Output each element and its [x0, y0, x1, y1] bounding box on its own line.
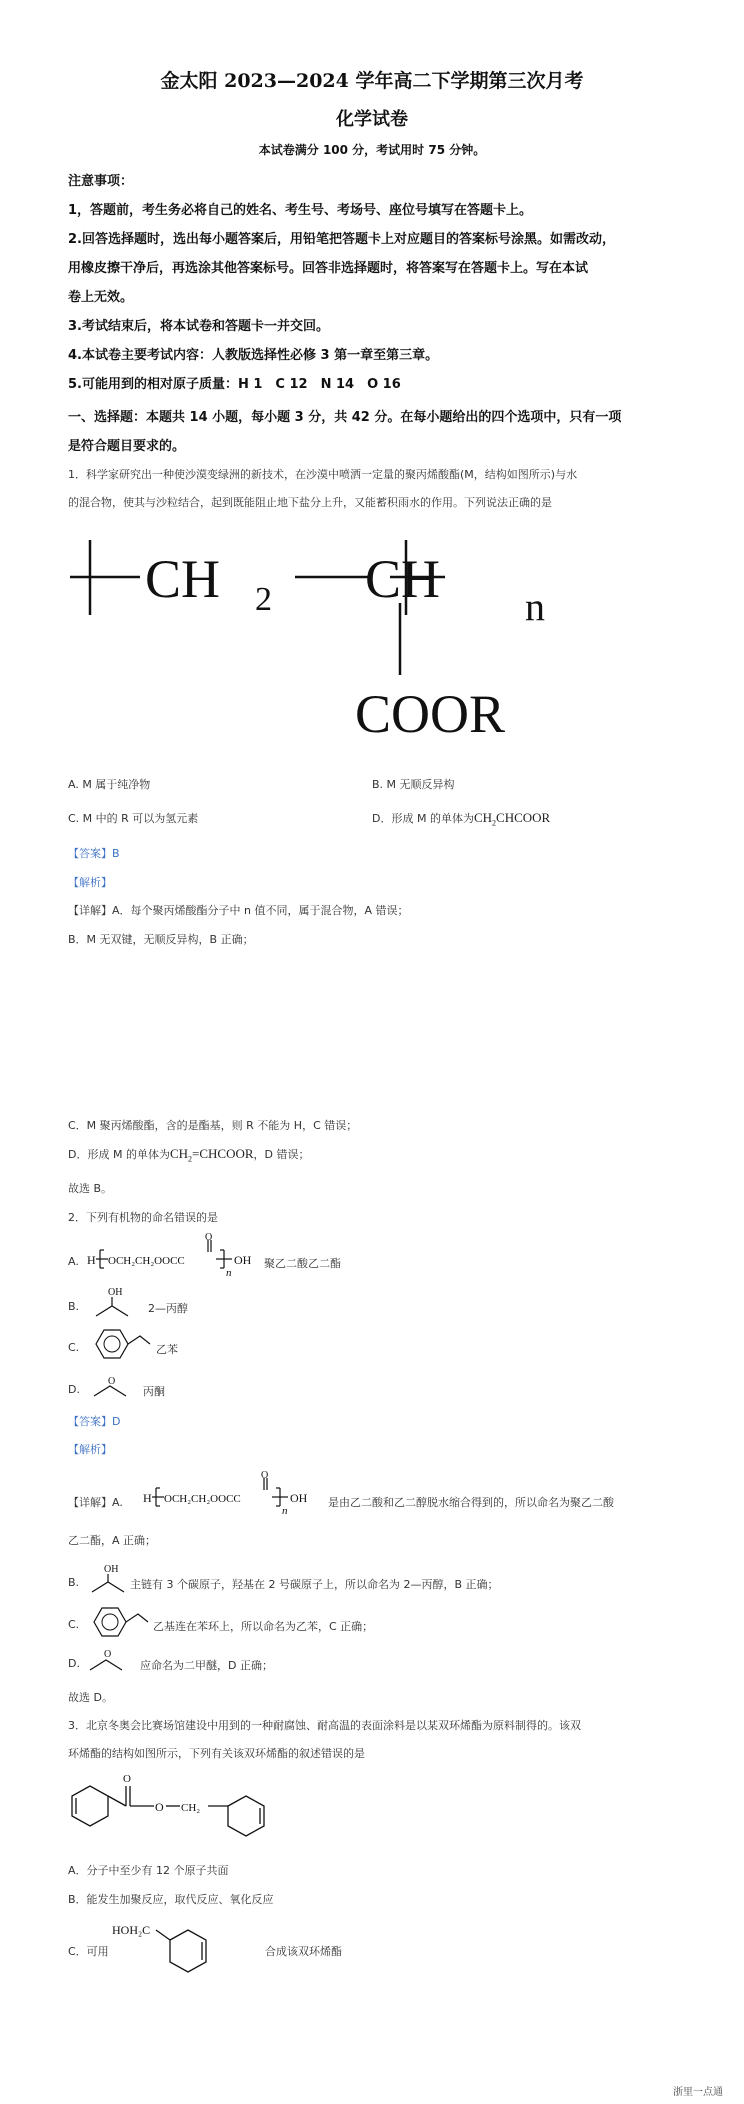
polyester-structure-detail — [140, 1470, 330, 1516]
q2-detail-d: 应命名为二甲醚，D 正确； — [140, 1659, 273, 1672]
o-label: O — [205, 1232, 213, 1243]
n-label: n — [226, 1267, 232, 1278]
o-label: O — [108, 1376, 116, 1387]
q2-option-c-name: 乙苯 — [156, 1343, 178, 1356]
q2-option-b-name: 2—丙醇 — [148, 1302, 188, 1315]
q3-stem: 3．北京冬奥会比赛场馆建设中用到的一种耐腐蚀、耐高温的表面涂料是以某双环烯酯为原料制得的。该双 — [68, 1719, 581, 1732]
coor-group: COOR — [355, 684, 506, 744]
isopropanol-structure-detail — [86, 1562, 136, 1598]
hoh2c-label: HOH₂C — [112, 1923, 151, 1937]
q2-conclusion: 故选 D。 — [68, 1691, 113, 1704]
q2-detail-c-label: C. — [68, 1618, 80, 1631]
note-line: 2.回答选择题时，选出每小题答案后，用铅笔把答题卡上对应题目的答案标号涂黑。如需改动， — [68, 232, 615, 247]
oh-label: OH — [234, 1253, 252, 1267]
dimethyl-ether-structure — [86, 1370, 146, 1402]
q1-option-a: A. M 属于纯净物 — [68, 778, 151, 791]
q1-answer: 【答案】B — [68, 847, 120, 860]
q1-stem-cont: 的混合物，使其与沙粒结合，起到既能阻止地下盐分上升，又能蓄积雨水的作用。下列说法正确的是 — [68, 496, 552, 509]
svg-text:H: H — [143, 1491, 152, 1505]
repeat-n: n — [525, 584, 545, 629]
section-heading: 一、选择题：本题共 14 小题，每小题 3 分，共 42 分。在每小题给出的四个选项中，只有一项 — [68, 410, 622, 425]
svg-text:OH: OH — [290, 1491, 308, 1505]
q1-option-d — [372, 810, 550, 828]
q1-conclusion: 故选 B。 — [68, 1182, 113, 1195]
q3-stem-cont: 环烯酯的结构如图所示，下列有关该双环烯酯的叙述错误的是 — [68, 1747, 365, 1760]
subject-title: 化学试卷 — [336, 109, 408, 130]
oh-label: OH — [108, 1287, 123, 1298]
svg-text:OCH₂CH₂OOCC: OCH₂CH₂OOCC — [164, 1493, 241, 1505]
isopropanol-structure — [88, 1284, 148, 1324]
exam-title: 金太阳 2023—2024 学年高二下学期第三次月考 — [160, 70, 584, 92]
footer-watermark: 浙里一点通 — [673, 2087, 723, 2098]
ch2-subscript: 2 — [255, 581, 272, 618]
dimethyl-ether-structure-detail — [84, 1644, 140, 1676]
q1-option-c: C. M 中的 R 可以为氢元素 — [68, 812, 199, 825]
q2-detail-a-post: 是由乙二酸和乙二醇脱水缩合得到的，所以命名为聚乙二酸 — [328, 1496, 614, 1509]
q2-detail-b-label: B. — [68, 1576, 80, 1589]
q1-detail-d: D．形成 M 的单体为$CH_2=CHCOOR$，D 错误； — [68, 1146, 310, 1164]
q3-option-b: B．能发生加聚反应，取代反应、氧化反应 — [68, 1893, 274, 1906]
note-line: 卷上无效。 — [68, 290, 134, 305]
o-mid-label: O — [155, 1800, 164, 1814]
ethylbenzene-structure-detail — [82, 1602, 162, 1642]
q1-detail-c: C．M 聚丙烯酸酯，含的是酯基，则 R 不能为 H，C 错误； — [68, 1119, 358, 1132]
ethylbenzene-structure — [84, 1324, 164, 1364]
q1-option-d-formula: $CH_2CHCOOR$ — [473, 810, 551, 828]
q1-option-d-text: D．形成 M 的单体为 — [372, 812, 474, 825]
o-top-label: O — [123, 1773, 131, 1785]
q2-option-d-name: 丙酮 — [143, 1385, 165, 1398]
note-line: 5.可能用到的相对原子质量：H 1 C 12 N 14 O 16 — [68, 377, 401, 392]
q1-detail-a: 【详解】A．每个聚丙烯酸酯分子中 n 值不同，属于混合物，A 错误； — [68, 904, 409, 917]
q2-detail-d-label: D. — [68, 1657, 80, 1670]
q2-detail-a-pre: 【详解】A. — [68, 1496, 123, 1509]
q3-option-a: A．分子中至少有 12 个原子共面 — [68, 1864, 229, 1877]
q2-option-a-label: A. — [68, 1255, 79, 1268]
q1-analysis-label: 【解析】 — [68, 876, 112, 889]
q1-detail-b: B．M 无双键，无顺反异构，B 正确； — [68, 933, 254, 946]
ch-group: CH — [365, 549, 441, 609]
note-line: 3.考试结束后，将本试卷和答题卡一并交回。 — [68, 319, 329, 334]
q2-option-a-name: 聚乙二酸乙二酯 — [264, 1257, 341, 1270]
q2-option-b-label: B. — [68, 1300, 80, 1313]
cyclohexenylmethanol-structure — [108, 1918, 258, 1978]
notes-heading: 注意事项： — [68, 174, 134, 189]
q2-option-d-label: D. — [68, 1383, 80, 1396]
q3-option-c-post: 合成该双环烯酯 — [265, 1945, 342, 1958]
note-line: 1，答题前，考生务必将自己的姓名、考生号、考场号、座位号填写在答题卡上。 — [68, 203, 533, 218]
svg-text:OH: OH — [104, 1564, 119, 1575]
bicyclic-ester-structure — [68, 1768, 308, 1848]
svg-text:O: O — [104, 1649, 112, 1660]
q2-stem: 2．下列有机物的命名错误的是 — [68, 1211, 218, 1224]
q2-answer: 【答案】D — [68, 1415, 121, 1428]
q2-detail-b: 主链有 3 个碳原子，羟基在 2 号碳原子上，所以命名为 2—丙醇，B 正确； — [130, 1578, 499, 1591]
note-line: 用橡皮擦干净后，再选涂其他答案标号。回答非选择题时，将答案写在答题卡上。写在本试 — [68, 261, 589, 276]
q3-option-c: C．可用 — [68, 1945, 109, 1958]
polyester-structure — [84, 1232, 274, 1278]
section-heading-cont: 是符合题目要求的。 — [68, 439, 186, 454]
q2-option-c-label: C. — [68, 1341, 80, 1354]
svg-text:O: O — [261, 1470, 269, 1481]
ch2-label: CH₂ — [181, 1802, 201, 1814]
svg-text:n: n — [282, 1505, 288, 1516]
polyacrylate-structure — [70, 525, 590, 745]
h-label: H — [87, 1253, 96, 1267]
subtitle: 本试卷满分 100 分，考试用时 75 分钟。 — [258, 143, 486, 157]
ch2-group: CH — [145, 549, 221, 609]
q2-detail-c: 乙基连在苯环上，所以命名为乙苯，C 正确； — [153, 1620, 374, 1633]
q1-stem: 1．科学家研究出一种使沙漠变绿洲的新技术，在沙漠中喷洒一定量的聚丙烯酸酯(M，结构如图所示)与水 — [68, 468, 578, 481]
note-line: 4.本试卷主要考试内容：人教版选择性必修 3 第一章至第三章。 — [68, 348, 439, 363]
chain-label: OCH₂CH₂OOCC — [108, 1255, 185, 1267]
q2-detail-a-line2: 乙二酯，A 正确； — [68, 1534, 157, 1547]
q2-analysis-label: 【解析】 — [68, 1443, 112, 1456]
q1-option-b: B. M 无顺反异构 — [372, 778, 455, 791]
